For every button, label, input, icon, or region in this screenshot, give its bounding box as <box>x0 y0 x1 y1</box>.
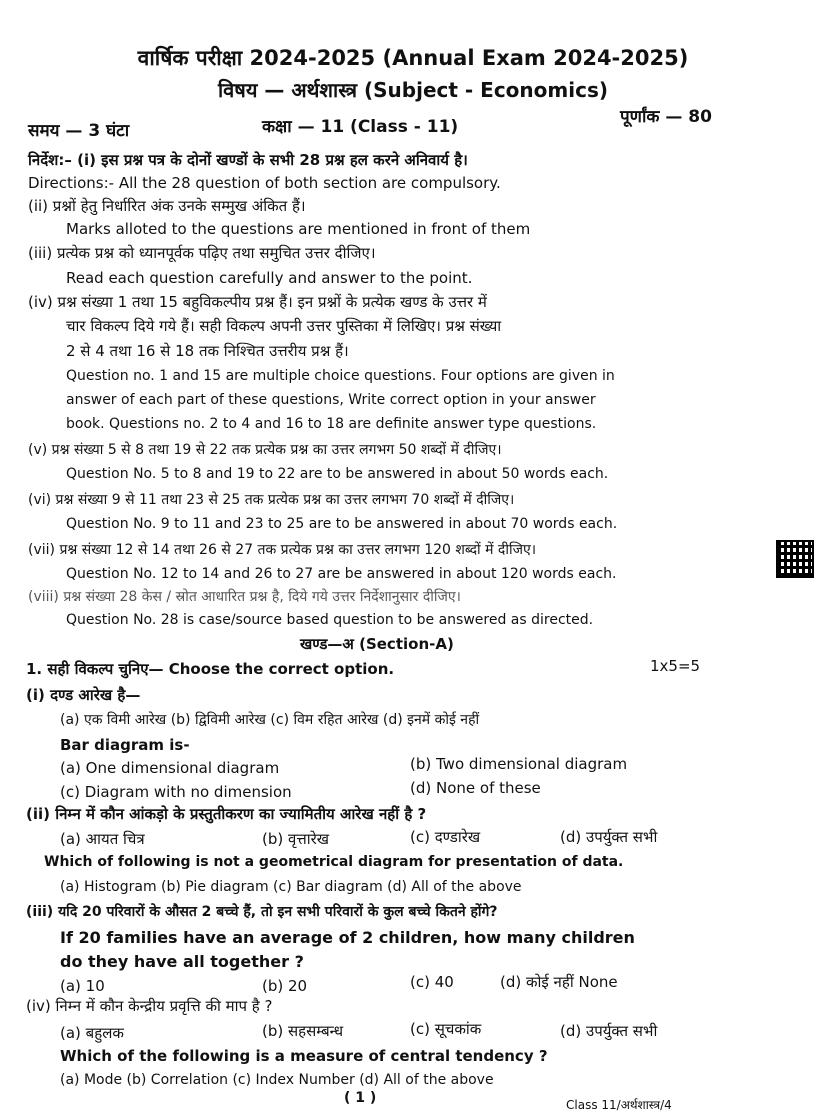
option-b: (b) Two dimensional diagram <box>410 755 628 773</box>
option-d: (d) उपर्युक्त सभी <box>560 1022 658 1040</box>
option-a: (a) 10 <box>60 977 105 995</box>
option-d: (d) None of these <box>410 779 541 797</box>
page-number: ( 1 ) <box>344 1090 377 1106</box>
option-b: (b) 20 <box>262 977 308 995</box>
instruction-line: चार विकल्प दिये गये हैं। सही विकल्प अपनी उत्तर पुस्तिका में लिखिए। प्रश्न संख्या <box>66 317 502 335</box>
paper-code: Class 11/अर्थशास्त्र/4 <box>566 1098 672 1112</box>
option-c: (c) 40 <box>410 973 454 991</box>
instruction-line: Question No. 12 to 14 and 26 to 27 are be answered in about 120 words each. <box>66 566 617 582</box>
instruction-line: निर्देश:– (i) इस प्रश्न पत्र के दोनों खण्डों के सभी 28 प्रश्न हल करने अनिवार्य है। <box>28 151 468 169</box>
instruction-line: Question No. 9 to 11 and 23 to 25 are to be answered in about 70 words each. <box>66 516 618 532</box>
question-i-options-hindi: (a) एक विमी आरेख (b) द्विविमी आरेख (c) विम रहित आरेख (d) इनमें कोई नहीं <box>60 712 480 728</box>
question-iii-english: If 20 families have an average of 2 children, how many children <box>60 928 635 947</box>
question-1-heading: 1. सही विकल्प चुनिए— Choose the correct option. <box>26 660 395 678</box>
instruction-line: Marks alloted to the questions are mentioned in front of them <box>66 220 531 238</box>
exam-title: वार्षिक परीक्षा 2024-2025 (Annual Exam 2024-2025) <box>137 46 689 70</box>
instruction-line: Question No. 28 is case/source based question to be answered as directed. <box>66 612 594 628</box>
option-a: (a) आयत चित्र <box>60 830 145 848</box>
instruction-line: book. Questions no. 2 to 4 and 16 to 18 are definite answer type questions. <box>66 416 597 432</box>
instruction-line: (vi) प्रश्न संख्या 9 से 11 तथा 23 से 25 तक प्रत्येक प्रश्न का उत्तर लगभग 70 शब्दों में दीजिए। <box>28 492 515 508</box>
question-1-marks: 1x5=5 <box>650 657 701 675</box>
option-c: (c) Diagram with no dimension <box>60 783 292 801</box>
instruction-line: answer of each part of these questions, Write correct option in your answer <box>66 392 596 408</box>
question-iv-hindi: (iv) निम्न में कौन केन्द्रीय प्रवृत्ति की माप है ? <box>26 997 273 1015</box>
instruction-line: Read each question carefully and answer to the point. <box>66 269 473 287</box>
question-iv-english: Which of the following is a measure of central tendency ? <box>60 1047 548 1065</box>
question-i-hindi: (i) दण्ड आरेख है— <box>26 686 141 704</box>
instruction-line: (ii) प्रश्नों हेतु निर्धारित अंक उनके सम्मुख अंकित हैं। <box>28 197 306 215</box>
option-c: (c) दण्डारेख <box>410 828 481 846</box>
qr-code <box>776 540 814 578</box>
option-d: (d) कोई नहीं None <box>500 973 618 991</box>
instruction-line: Question no. 1 and 15 are multiple choice questions. Four options are given in <box>66 368 615 384</box>
subject-line: विषय — अर्थशास्त्र (Subject - Economics) <box>217 78 608 102</box>
option-b: (b) वृत्तारेख <box>262 830 329 848</box>
question-iii-hindi: (iii) यदि 20 परिवारों के औसत 2 बच्चे हैं, तो इन सभी परिवारों के कुल बच्चे कितने होंगे? <box>26 904 498 920</box>
question-ii-hindi: (ii) निम्न में कौन आंकड़ो के प्रस्तुतीकरण का ज्यामितीय आरेख नहीं है ? <box>26 805 427 823</box>
instruction-line: 2 से 4 तथा 16 से 18 तक निश्चित उत्तरीय प्रश्न हैं। <box>66 342 349 360</box>
question-iv-options-english: (a) Mode (b) Correlation (c) Index Number (d) All of the above <box>60 1072 494 1088</box>
section-title: खण्ड—अ (Section-A) <box>300 635 454 653</box>
instruction-line: (iv) प्रश्न संख्या 1 तथा 15 बहुविकल्पीय प्रश्न हैं। इन प्रश्नों के प्रत्येक खण्ड के उत्तर में <box>28 293 487 311</box>
option-b: (b) सहसम्बन्ध <box>262 1022 344 1040</box>
class-label: कक्षा — 11 (Class - 11) <box>262 117 459 137</box>
instruction-line: (viii) प्रश्न संख्या 28 केस / स्रोत आधारित प्रश्न है, दिये गये उत्तर निर्देशानुसार दीजिए। <box>28 589 461 605</box>
total-marks: पूर्णांक — 80 <box>620 107 712 127</box>
question-i-english: Bar diagram is- <box>60 736 190 754</box>
time-label: समय — 3 घंटा <box>28 121 130 141</box>
instruction-line: (vii) प्रश्न संख्या 12 से 14 तथा 26 से 27 तक प्रत्येक प्रश्न का उत्तर लगभग 120 शब्दों में दीजिए। <box>28 542 537 558</box>
instruction-line: (v) प्रश्न संख्या 5 से 8 तथा 19 से 22 तक प्रत्येक प्रश्न का उत्तर लगभग 50 शब्दों में दीजिए। <box>28 442 502 458</box>
instruction-line: (iii) प्रत्येक प्रश्न को ध्यानपूर्वक पढ़िए तथा समुचित उत्तर दीजिए। <box>28 244 376 262</box>
option-c: (c) सूचकांक <box>410 1020 482 1038</box>
instruction-line: Directions:- All the 28 question of both section are compulsory. <box>28 174 501 192</box>
option-a: (a) बहुलक <box>60 1024 124 1042</box>
instruction-line: Question No. 5 to 8 and 19 to 22 are to be answered in about 50 words each. <box>66 466 609 482</box>
question-iii-english: do they have all together ? <box>60 952 304 971</box>
option-a: (a) One dimensional diagram <box>60 759 280 777</box>
question-ii-options-english: (a) Histogram (b) Pie diagram (c) Bar diagram (d) All of the above <box>60 879 522 895</box>
option-d: (d) उपर्युक्त सभी <box>560 828 658 846</box>
question-ii-english: Which of following is not a geometrical diagram for presentation of data. <box>44 854 624 870</box>
